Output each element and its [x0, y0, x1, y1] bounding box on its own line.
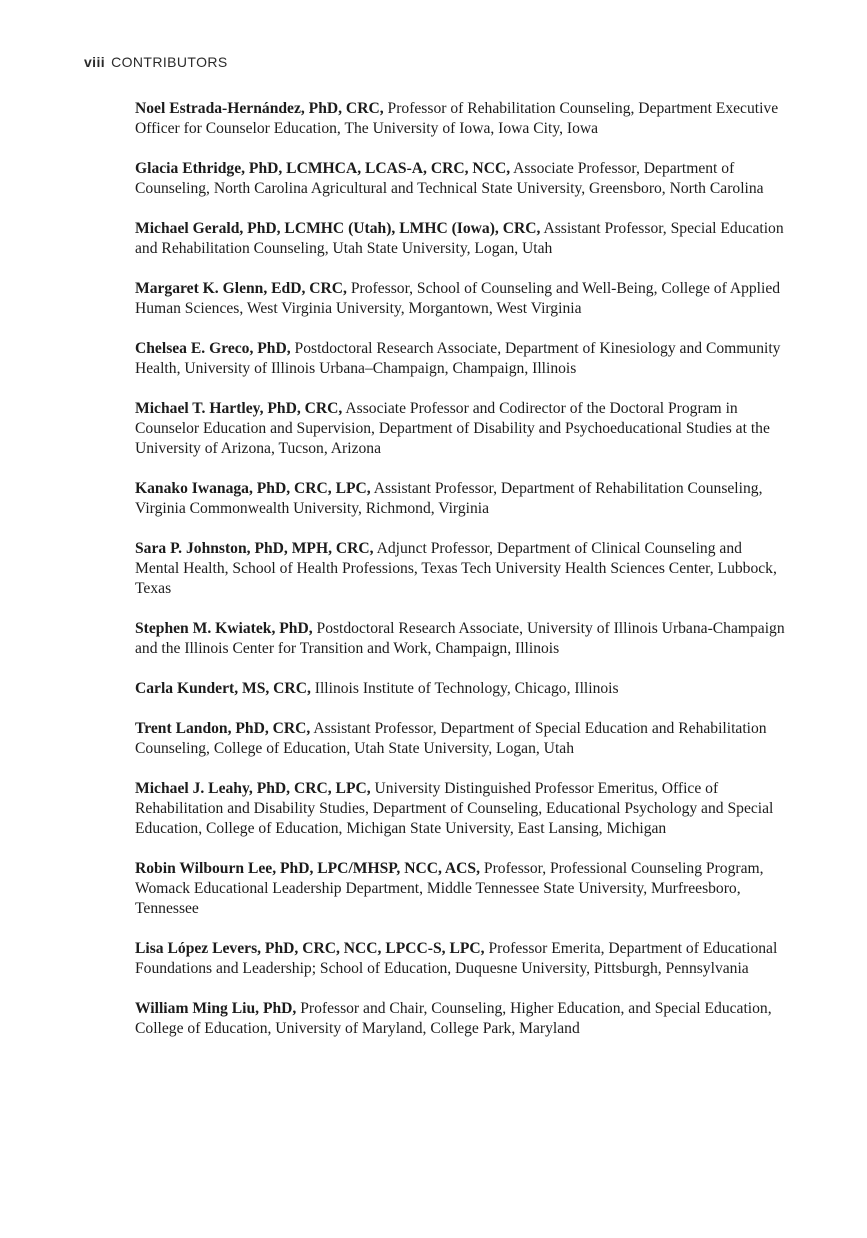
- contributor-name: Michael Gerald, PhD, LCMHC (Utah), LMHC (Iowa), CRC,: [135, 220, 541, 237]
- running-head: [84, 54, 228, 70]
- contributor-affiliation: Associate Professor, Department of Counseling, North Carolina Agricultural and Technical State University, Greensboro, North Carolina: [135, 160, 764, 197]
- contributor-name: Robin Wilbourn Lee, PhD, LPC/MHSP, NCC, ACS,: [135, 860, 481, 877]
- contributor-name: Kanako Iwanaga, PhD, CRC, LPC,: [135, 480, 371, 497]
- contributor-name: Margaret K. Glenn, EdD, CRC,: [135, 280, 347, 297]
- contributor-affiliation: Adjunct Professor, Department of Clinical Counseling and Mental Health, School of Health Professions, Texas Tech University Health Sciences Center, Lubbock, Texas: [135, 540, 777, 597]
- contributor-affiliation: Assistant Professor, Department of Rehabilitation Counseling, Virginia Commonwealth University, Richmond, Virginia: [135, 480, 763, 517]
- contributor-entry: [135, 719, 785, 759]
- contributor-entry: [135, 999, 785, 1039]
- contributor-name: William Ming Liu, PhD,: [135, 1000, 297, 1017]
- contributor-name: Glacia Ethridge, PhD, LCMHCA, LCAS-A, CRC, NCC,: [135, 160, 511, 177]
- contributor-entry: [135, 539, 785, 599]
- contributor-entry: [135, 339, 785, 379]
- contributor-name: Michael T. Hartley, PhD, CRC,: [135, 400, 343, 417]
- contributor-affiliation: Illinois Institute of Technology, Chicago, Illinois: [314, 680, 619, 697]
- contributor-entry: [135, 479, 785, 519]
- contributor-name: Carla Kundert, MS, CRC,: [135, 680, 311, 697]
- section-title: CONTRIBUTORS: [111, 54, 228, 70]
- contributor-name: Chelsea E. Greco, PhD,: [135, 340, 291, 357]
- contributor-name: Stephen M. Kwiatek, PhD,: [135, 620, 313, 637]
- contributor-affiliation: Professor Emerita, Department of Educational Foundations and Leadership; School of Education, Duquesne University, Pittsburgh, Pennsylvania: [135, 940, 778, 977]
- contributor-name: Noel Estrada-Hernández, PhD, CRC,: [135, 100, 384, 117]
- contributor-entry: [135, 399, 785, 459]
- contributor-entry: [135, 679, 785, 699]
- contributor-entry: [135, 219, 785, 259]
- page-number: viii: [84, 54, 106, 70]
- contributor-name: Sara P. Johnston, PhD, MPH, CRC,: [135, 540, 374, 557]
- contributor-affiliation: Postdoctoral Research Associate, Department of Kinesiology and Community Health, University of Illinois Urbana–Champaign, Champaign, Illinois: [135, 340, 781, 377]
- contributor-affiliation: Professor, Professional Counseling Program, Womack Educational Leadership Department, Middle Tennessee State University, Murfreesboro, Tennessee: [135, 860, 764, 917]
- contributor-affiliation: Assistant Professor, Special Education and Rehabilitation Counseling, Utah State University, Logan, Utah: [135, 220, 784, 257]
- contributors-list: [135, 99, 785, 1059]
- contributor-entry: [135, 779, 785, 839]
- contributor-entry: [135, 619, 785, 659]
- contributor-affiliation: Postdoctoral Research Associate, University of Illinois Urbana-Champaign and the Illinois Center for Transition and Work, Champaign, Illinois: [135, 620, 785, 657]
- contributor-entry: [135, 279, 785, 319]
- contributor-entry: [135, 859, 785, 919]
- contributor-entry: [135, 99, 785, 139]
- contributor-name: Michael J. Leahy, PhD, CRC, LPC,: [135, 780, 371, 797]
- contributor-affiliation: Associate Professor and Codirector of the Doctoral Program in Counselor Education and Supervision, Department of Disability and Psychoeducational Studies at the University of Arizona, Tucson, Arizona: [135, 400, 770, 457]
- contributor-name: Lisa López Levers, PhD, CRC, NCC, LPCC-S, LPC,: [135, 940, 485, 957]
- contributor-affiliation: Assistant Professor, Department of Special Education and Rehabilitation Counseling, College of Education, Utah State University, Logan, Utah: [135, 720, 767, 757]
- contributor-affiliation: Professor and Chair, Counseling, Higher Education, and Special Education, College of Education, University of Maryland, College Park, Maryland: [135, 1000, 772, 1037]
- contributor-entry: [135, 159, 785, 199]
- contributor-affiliation: Professor, School of Counseling and Well-Being, College of Applied Human Sciences, West Virginia University, Morgantown, West Virginia: [135, 280, 781, 317]
- contributor-entry: [135, 939, 785, 979]
- contributor-affiliation: University Distinguished Professor Emeritus, Office of Rehabilitation and Disability Studies, Department of Counseling, Educational Psychology and Special Education, College of Education, Michigan State University, East Lansing, Michigan: [135, 780, 774, 837]
- contributor-affiliation: Professor of Rehabilitation Counseling, Department Executive Officer for Counselor Education, The University of Iowa, Iowa City, Iowa: [135, 100, 779, 137]
- contributor-name: Trent Landon, PhD, CRC,: [135, 720, 311, 737]
